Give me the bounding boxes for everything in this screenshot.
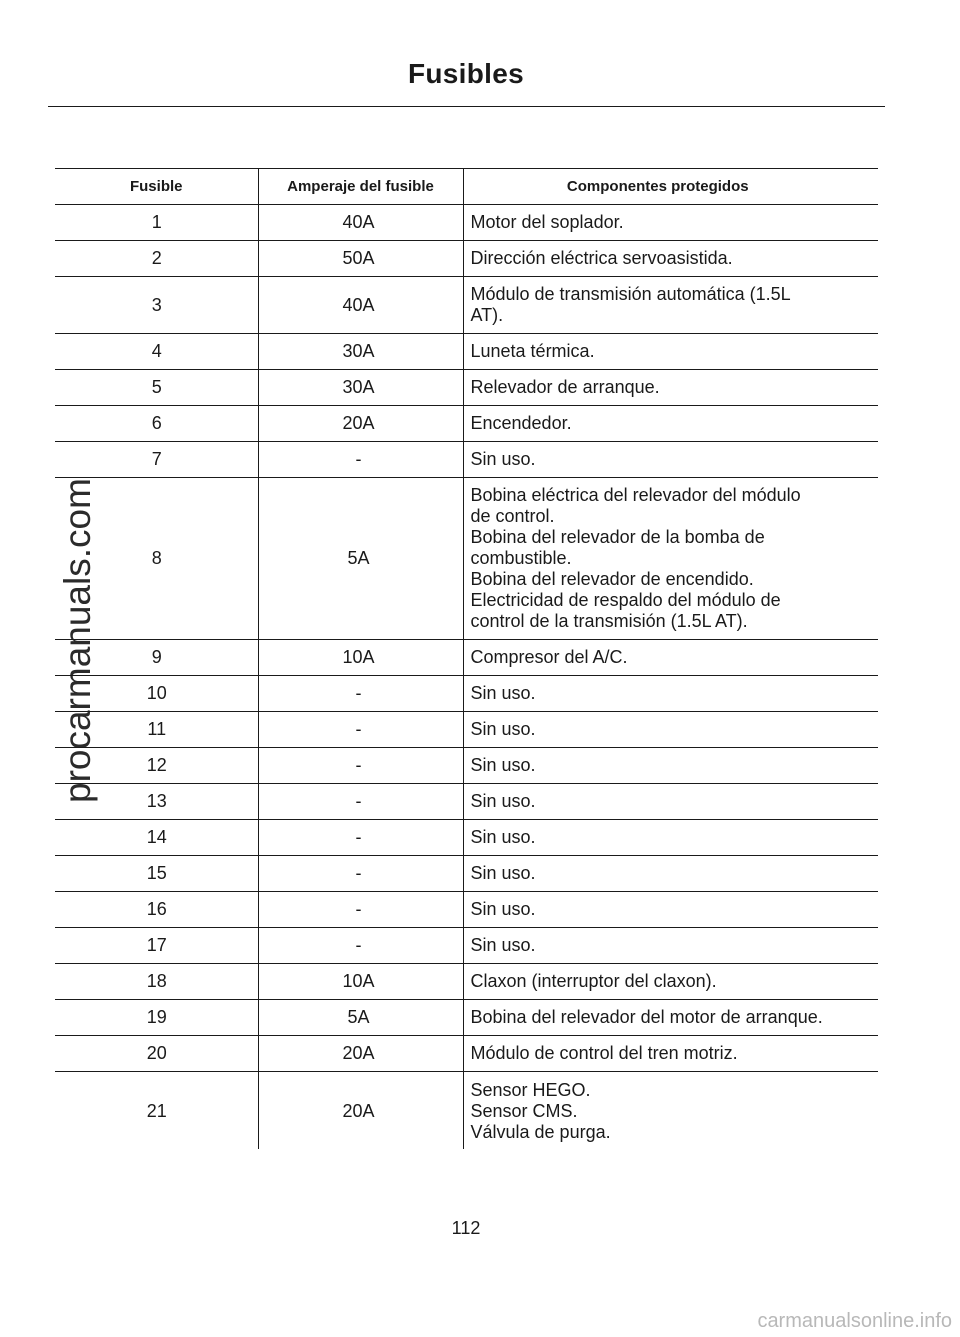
components-cell: Bobina del relevador del motor de arranque. [463,1000,878,1036]
fuse-number-cell: 3 [55,277,258,334]
amperage-cell: - [258,784,463,820]
amperage-cell: - [258,748,463,784]
components-cell: Sin uso. [463,784,878,820]
amperage-cell: 5A [258,478,463,640]
components-cell: Sensor HEGO. Sensor CMS. Válvula de purga. [463,1072,878,1150]
table-row [55,892,878,928]
table-row [55,241,878,277]
header-fuse: Fusible [55,169,258,205]
table-row [55,205,878,241]
fuse-number-cell: 20 [55,1036,258,1072]
fuse-number-cell: 5 [55,370,258,406]
amperage-cell: 40A [258,205,463,241]
table-row [55,370,878,406]
fuse-number-cell: 4 [55,334,258,370]
components-cell: Claxon (interruptor del claxon). [463,964,878,1000]
table-row [55,1036,878,1072]
components-cell: Sin uso. [463,442,878,478]
fuse-number-cell: 13 [55,784,258,820]
header-components: Componentes protegidos [463,169,878,205]
fuse-number-cell: 1 [55,205,258,241]
fuse-number-cell: 12 [55,748,258,784]
components-cell: Compresor del A/C. [463,640,878,676]
amperage-cell: 10A [258,964,463,1000]
amperage-cell: 20A [258,1036,463,1072]
amperage-cell: 30A [258,334,463,370]
amperage-cell: - [258,820,463,856]
components-cell: Sin uso. [463,820,878,856]
table-row [55,784,878,820]
fuse-number-cell: 21 [146,1101,167,1121]
amperage-cell: 10A [258,640,463,676]
fuse-number-cell: 17 [55,928,258,964]
fuse-number-cell: 10 [55,676,258,712]
table-row [55,964,878,1000]
header-amperage: Amperaje del fusible [258,169,463,205]
components-cell: Luneta térmica. [463,334,878,370]
fuse-number-cell: 9 [55,640,258,676]
table-row [55,676,878,712]
amperage-cell: - [258,676,463,712]
watermark: procarmanuals.com [57,478,98,803]
fuse-number-cell: 18 [55,964,258,1000]
amperage-cell: 40A [258,277,463,334]
components-cell: Sin uso. [463,892,878,928]
table-row [55,1000,878,1036]
components-cell: Sin uso. [463,676,878,712]
table-row [55,1072,878,1150]
amperage-cell: - [258,892,463,928]
table-body [55,205,878,1150]
page-number: 112 [451,1218,481,1238]
table-row [55,748,878,784]
amperage-cell: 20A [258,1072,463,1150]
components-cell: Sin uso. [463,856,878,892]
amperage-cell: 50A [258,241,463,277]
components-cell: Motor del soplador. [463,205,878,241]
table-row [55,640,878,676]
fuse-table [55,168,878,1149]
amperage-cell: - [258,712,463,748]
components-cell: Sin uso. [463,928,878,964]
table-row [55,478,878,640]
amperage-cell: - [258,856,463,892]
table-row [55,856,878,892]
components-cell: Módulo de transmisión automática (1.5L AT). [463,277,878,334]
table-row [55,442,878,478]
components-cell: Bobina eléctrica del relevador del módulo de control. Bobina del relevador de la bomba de combustible. Bobina del relevador de encendido. Electricidad de respaldo del módulo de control de la transmisión (1.5L AT). [463,478,878,640]
amperage-cell: 20A [258,406,463,442]
amperage-cell: 5A [258,1000,463,1036]
fuse-number-cell: 16 [55,892,258,928]
fuse-number-cell: 11 [55,712,258,748]
components-cell: Módulo de control del tren motriz. [463,1036,878,1072]
components-cell: Dirección eléctrica servoasistida. [463,241,878,277]
components-cell: Sin uso. [463,748,878,784]
fuse-number-cell: 2 [55,241,258,277]
table-row [55,406,878,442]
table-row [55,820,878,856]
title-divider [48,106,885,107]
table-row [55,712,878,748]
components-cell: Relevador de arranque. [463,370,878,406]
fuse-number-cell: 14 [55,820,258,856]
amperage-cell: - [258,442,463,478]
fuse-number-cell: 6 [55,406,258,442]
fuse-number-cell: 8 [55,478,258,640]
table-header-row [55,169,878,205]
fuse-number-cell: 19 [55,1000,258,1036]
page-title: Fusibles [408,58,524,89]
components-cell: Encendedor. [463,406,878,442]
fuse-number-cell: 15 [55,856,258,892]
components-cell: Sin uso. [463,712,878,748]
fuse-number-cell: 7 [55,442,258,478]
table-row [55,928,878,964]
table-row [55,277,878,334]
footer-watermark: carmanualsonline.info [757,1310,952,1332]
amperage-cell: - [258,928,463,964]
table-row [55,334,878,370]
amperage-cell: 30A [258,370,463,406]
